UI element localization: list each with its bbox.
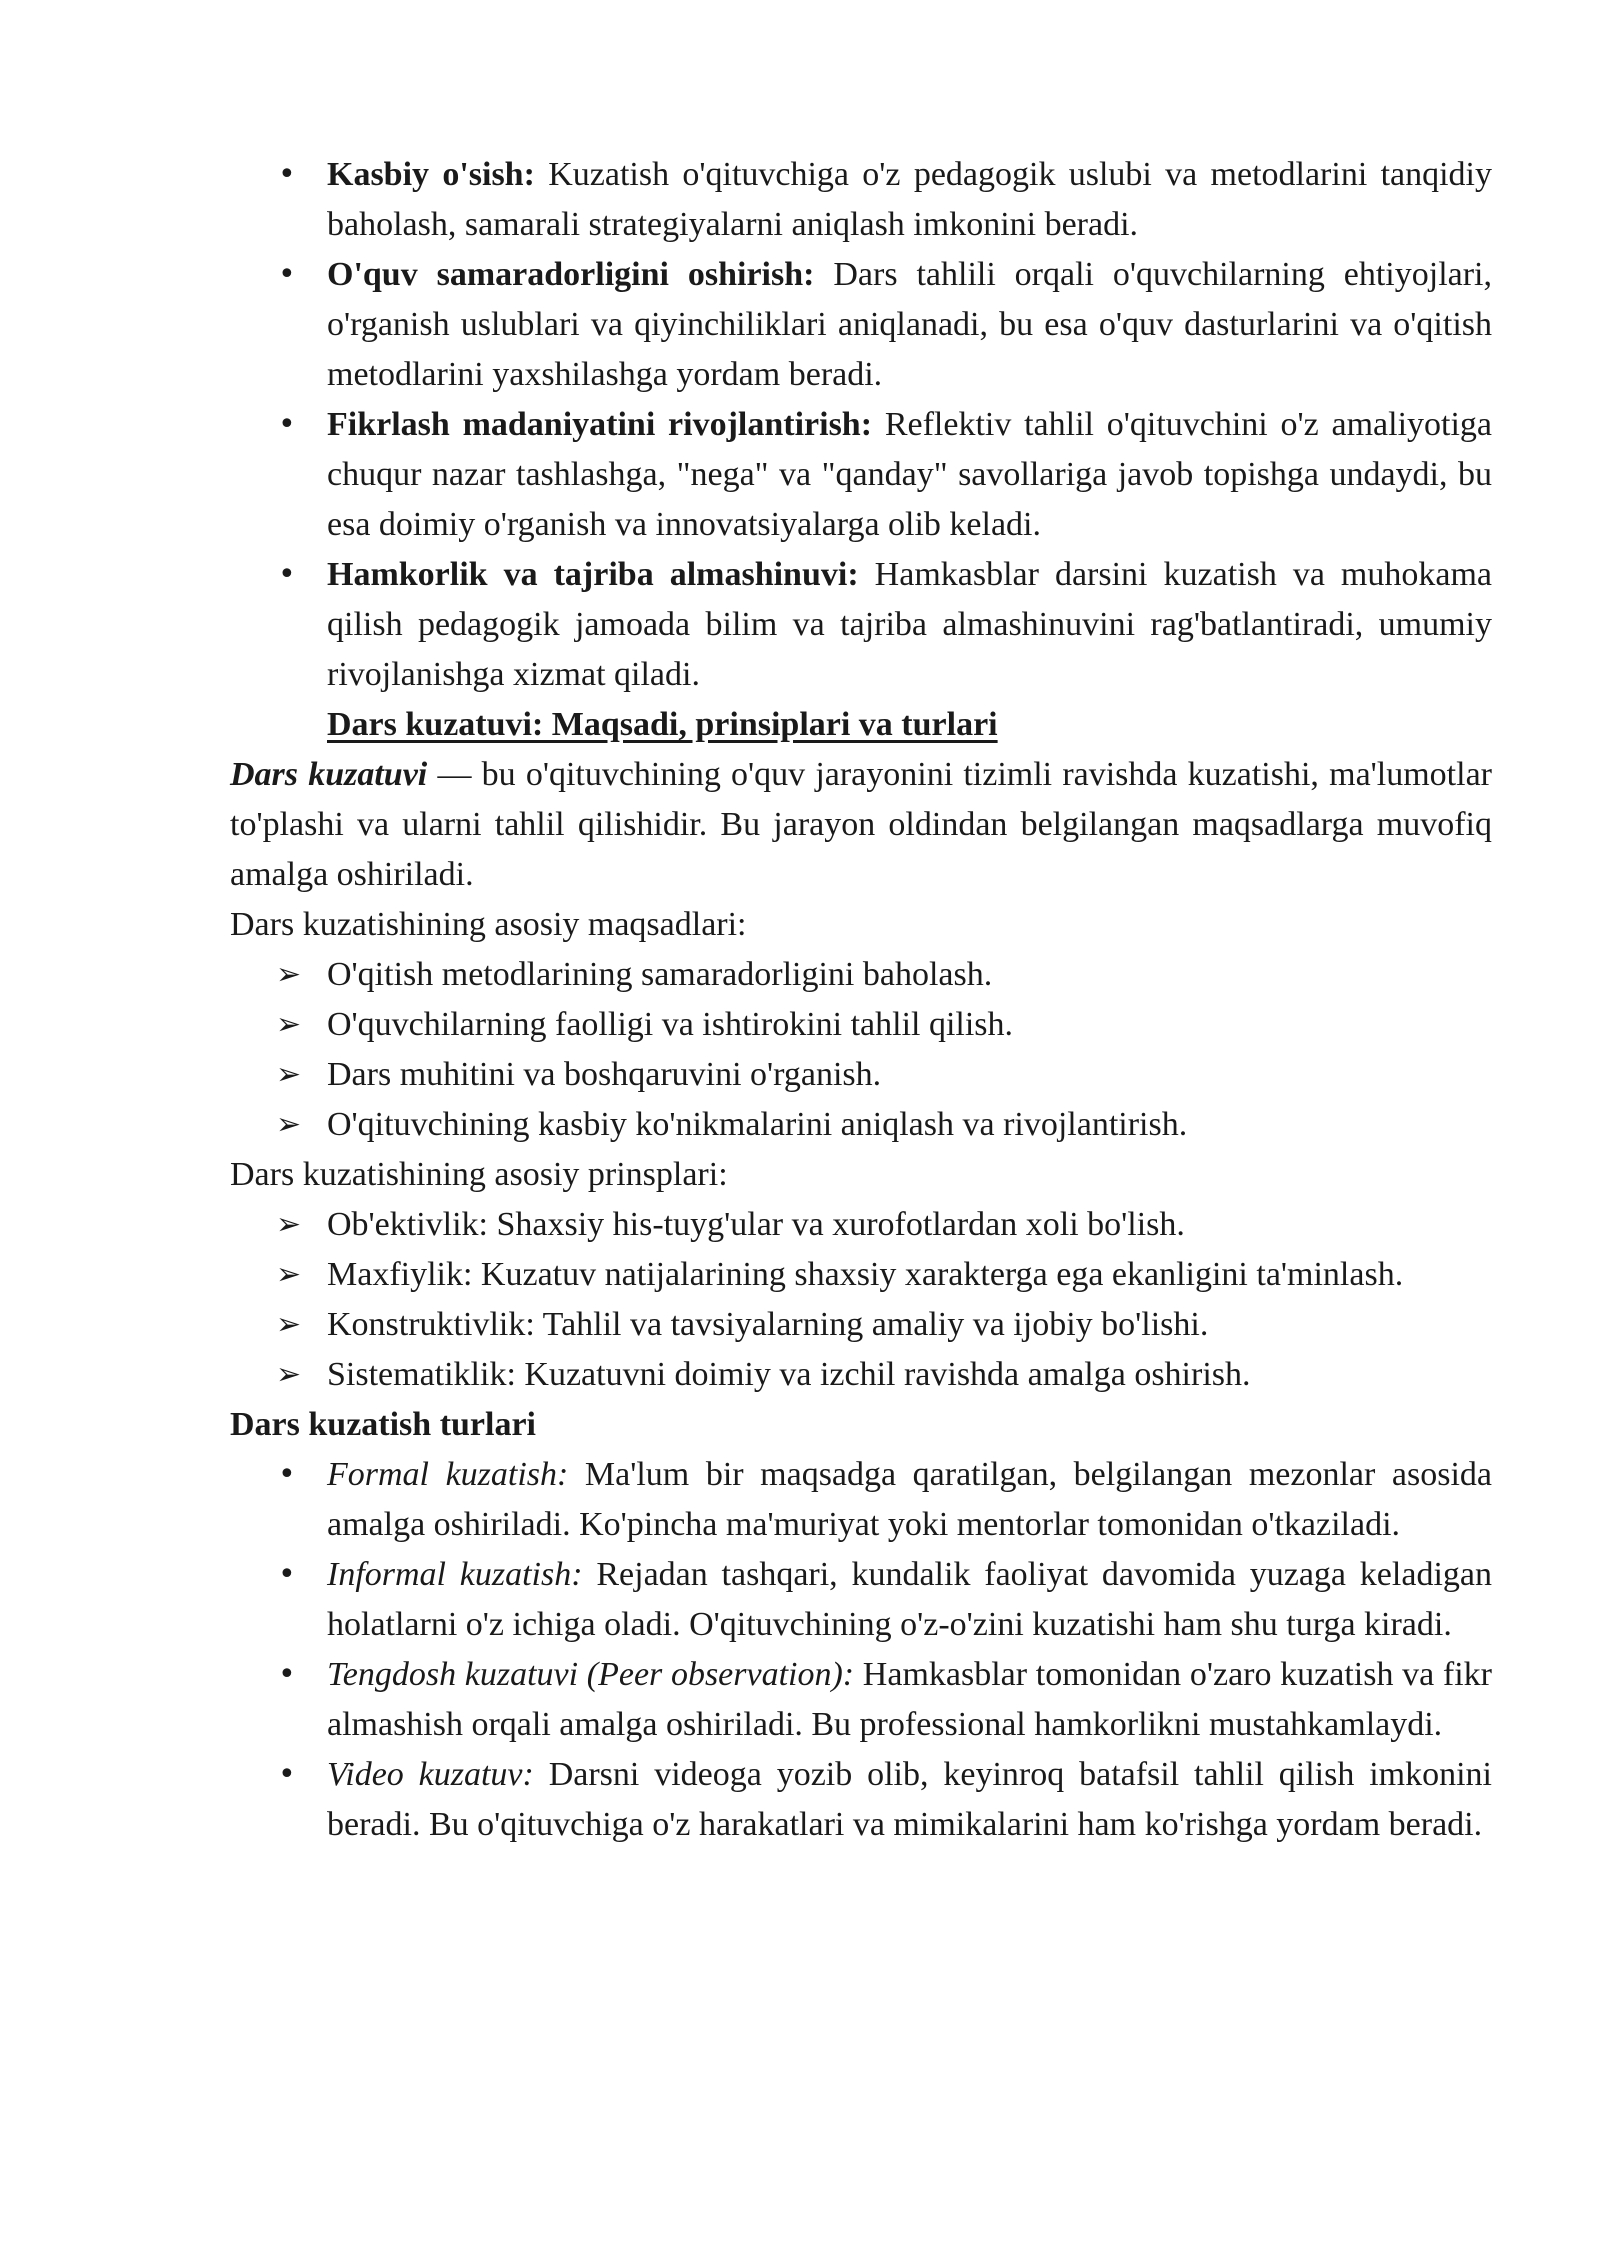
list-item bbox=[230, 1350, 1492, 1400]
item-term: Hamkorlik va tajriba almashinuvi: bbox=[327, 556, 859, 593]
item-text: O'qituvchining kasbiy ko'nikmalarini aniqlash va rivojlantirish. bbox=[327, 1106, 1188, 1143]
item-text: Rejadan tashqari, kundalik faoliyat davomida yuzaga keladigan holatlarni o'z ichiga oladi. O'qituvchining o'z-o'zini kuzatishi ham shu turga kiradi. bbox=[327, 1556, 1492, 1643]
definition-term: Dars kuzatuvi bbox=[230, 756, 428, 793]
list-item bbox=[230, 250, 1492, 400]
arrow-bullet-icon: ➢ bbox=[276, 1007, 302, 1042]
item-text: Sistematiklik: Kuzatuvni doimiy va izchil ravishda amalga oshirish. bbox=[327, 1356, 1251, 1393]
list-item bbox=[230, 1450, 1492, 1550]
list-item bbox=[230, 1750, 1492, 1850]
list-item bbox=[230, 1200, 1492, 1250]
arrow-bullet-icon: ➢ bbox=[276, 1257, 302, 1292]
list-item bbox=[230, 1000, 1492, 1050]
item-text: Reflektiv tahlil o'qituvchini o'z amaliyotiga chuqur nazar tashlashga, "nega" va "qanday" savollariga javob topishga undaydi, bu esa doimiy o'rganish va innovatsiyalarga olib keladi. bbox=[327, 406, 1493, 543]
bullet-icon: • bbox=[278, 257, 296, 292]
item-text: Ob'ektivlik: Shaxsiy his-tuyg'ular va xurofotlardan xoli bo'lish. bbox=[327, 1206, 1185, 1243]
item-text: Darsni videoga yozib olib, keyinroq batafsil tahlil qilish imkonini beradi. Bu o'qituvchiga o'z harakatlari va mimikalarini ham ko'rishga yordam beradi. bbox=[327, 1756, 1493, 1843]
item-term: Video kuzatuv: bbox=[327, 1756, 534, 1793]
item-text: Ma'lum bir maqsadga qaratilgan, belgilangan mezonlar asosida amalga oshiriladi. Ko'pincha ma'muriyat yoki mentorlar tomonidan o'tkaziladi. bbox=[327, 1456, 1492, 1543]
bullet-icon: • bbox=[278, 157, 296, 192]
section-heading: Dars kuzatuvi: Maqsadi, prinsiplari va turlari bbox=[327, 706, 998, 743]
item-term: Kasbiy o'sish: bbox=[327, 156, 535, 193]
bullet-icon: • bbox=[278, 1557, 296, 1592]
arrow-bullet-icon: ➢ bbox=[276, 1057, 302, 1092]
principles-list bbox=[230, 1200, 1492, 1400]
arrow-bullet-icon: ➢ bbox=[276, 1357, 302, 1392]
item-text: Kuzatish o'qituvchiga o'z pedagogik uslubi va metodlarini tanqidiy baholash, samarali strategiyalarni aniqlash imkonini beradi. bbox=[327, 156, 1492, 243]
item-text: Maxfiylik: Kuzatuv natijalarining shaxsiy xarakterga ega ekanligini ta'minlash. bbox=[327, 1256, 1404, 1293]
arrow-bullet-icon: ➢ bbox=[276, 957, 302, 992]
item-term: Tengdosh kuzatuvi (Peer observation): bbox=[327, 1656, 855, 1693]
bullet-icon: • bbox=[278, 407, 296, 442]
bullet-icon: • bbox=[278, 1657, 296, 1692]
list-item bbox=[230, 400, 1492, 550]
types-heading: Dars kuzatish turlari bbox=[230, 1406, 536, 1443]
document-page bbox=[230, 150, 1492, 1850]
list-item bbox=[230, 550, 1492, 700]
item-text: Dars tahlili orqali o'quvchilarning ehtiyojlari, o'rganish uslublari va qiyinchiliklari aniqlanadi, bu esa o'quv dasturlarini va o'qitish metodlarini yaxshilashga yordam beradi. bbox=[327, 256, 1493, 393]
arrow-bullet-icon: ➢ bbox=[276, 1107, 302, 1142]
list-item bbox=[230, 1100, 1492, 1150]
goals-list bbox=[230, 950, 1492, 1150]
bullet-icon: • bbox=[278, 1757, 296, 1792]
item-term: Fikrlash madaniyatini rivojlantirish: bbox=[327, 406, 873, 443]
item-text: Hamkasblar darsini kuzatish va muhokama qilish pedagogik jamoada bilim va tajriba almashinuvini rag'batlantiradi, umumiy rivojlanishga xizmat qiladi. bbox=[327, 556, 1493, 693]
list-item bbox=[230, 1050, 1492, 1100]
definition-paragraph bbox=[230, 750, 1492, 900]
principles-intro: Dars kuzatishining asosiy prinsplari: bbox=[230, 1156, 728, 1193]
bullet-icon: • bbox=[278, 1457, 296, 1492]
benefits-list bbox=[230, 150, 1492, 700]
list-item bbox=[230, 1650, 1492, 1750]
types-list bbox=[230, 1450, 1492, 1850]
arrow-bullet-icon: ➢ bbox=[276, 1307, 302, 1342]
item-term: Formal kuzatish: bbox=[327, 1456, 569, 1493]
list-item bbox=[230, 150, 1492, 250]
list-item bbox=[230, 1550, 1492, 1650]
bullet-icon: • bbox=[278, 557, 296, 592]
arrow-bullet-icon: ➢ bbox=[276, 1207, 302, 1242]
goals-intro: Dars kuzatishining asosiy maqsadlari: bbox=[230, 906, 747, 943]
item-text: Konstruktivlik: Tahlil va tavsiyalarning amaliy va ijobiy bo'lishi. bbox=[327, 1306, 1209, 1343]
list-item bbox=[230, 1250, 1492, 1300]
item-term: O'quv samaradorligini oshirish: bbox=[327, 256, 815, 293]
list-item bbox=[230, 1300, 1492, 1350]
item-text: O'qitish metodlarining samaradorligini baholash. bbox=[327, 956, 993, 993]
item-term: Informal kuzatish: bbox=[327, 1556, 583, 1593]
definition-text: — bu o'qituvchining o'quv jarayonini tizimli ravishda kuzatishi, ma'lumotlar to'plashi va ularni tahlil qilishidir. Bu jarayon oldindan belgilangan maqsadlarga muvofiq amalga oshiriladi. bbox=[230, 756, 1492, 893]
item-text: Dars muhitini va boshqaruvini o'rganish. bbox=[327, 1056, 882, 1093]
item-text: O'quvchilarning faolligi va ishtirokini tahlil qilish. bbox=[327, 1006, 1014, 1043]
list-item bbox=[230, 950, 1492, 1000]
item-text: Hamkasblar tomonidan o'zaro kuzatish va fikr almashish orqali amalga oshiriladi. Bu professional hamkorlikni mustahkamlaydi. bbox=[327, 1656, 1492, 1743]
